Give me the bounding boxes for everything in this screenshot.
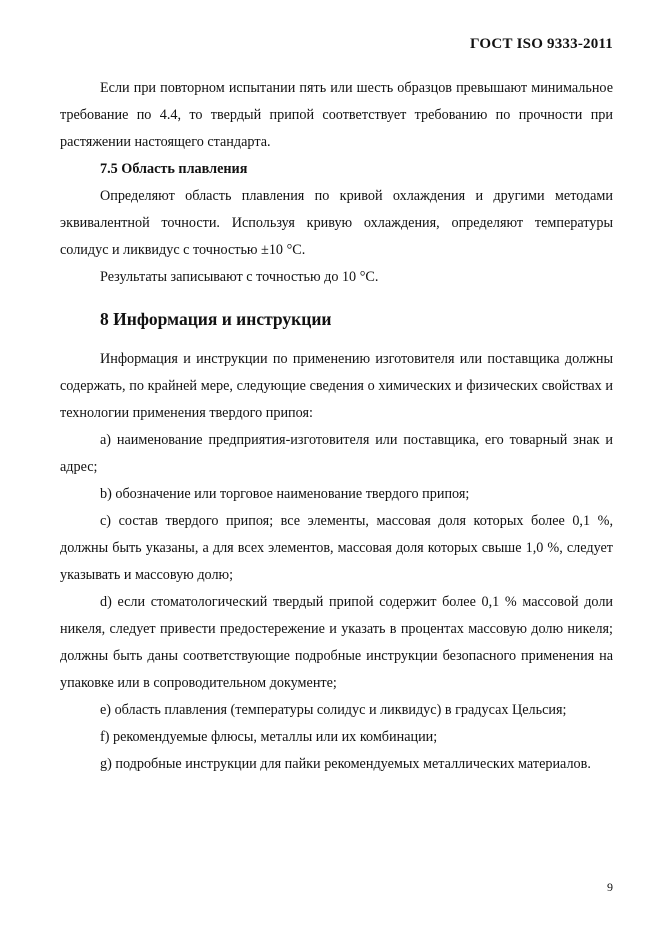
section-7-5-paragraph-1: Определяют область плавления по кривой охлаждения и другими методами эквивалентной точности. Используя кривую охлаждения, определяют температуры солидус и ликвидус с точностью ±10 °С. [60,188,613,258]
section-7-5-paragraph-2: Результаты записывают с точностью до 10 °С. [100,269,379,285]
list-item-f: f) рекомендуемые флюсы, металлы или их комбинации; [100,729,438,745]
list-item-a: а) наименование предприятия-изготовителя или поставщика, его товарный знак и адрес; [60,432,613,475]
section-7-5-heading: 7.5 Область плавления [100,161,248,177]
page-number: 9 [607,880,613,894]
page-content [60,75,613,778]
list-item-d: d) если стоматологический твердый припой содержит более 0,1 % массовой доли никеля, следует привести предостережение и указать в процентах массовую долю никеля; должны быть даны соответствующие подробные инструкции безопасного применения на упаковке или в сопроводительном документе; [60,594,613,691]
section-8-intro: Информация и инструкции по применению изготовителя или поставщика должны содержать, по крайней мере, следующие сведения о химических и физических свойствах и технологии применения твердого припоя: [60,351,613,421]
list-item-c: c) состав твердого припоя; все элементы, массовая доля которых более 0,1 %, должны быть указаны, а для всех элементов, массовая доля которых свыше 1,0 %, следует указывать и массовую долю; [60,513,613,583]
list-item-b: b) обозначение или торговое наименование твердого припоя; [100,486,470,502]
document-code-header: ГОСТ ISO 9333-2011 [470,36,613,52]
list-item-g: g) подробные инструкции для пайки рекомендуемых металлических материалов. [100,756,591,772]
section-8-heading: 8 Информация и инструкции [100,309,332,329]
list-item-e: е) область плавления (температуры солидус и ликвидус) в градусах Цельсия; [100,702,567,718]
retest-paragraph: Если при повторном испытании пять или шесть образцов превышают минимальное требование по 4.4, то твердый припой соответствует требованию по прочности при растяжении настоящего стандарта. [60,80,613,150]
